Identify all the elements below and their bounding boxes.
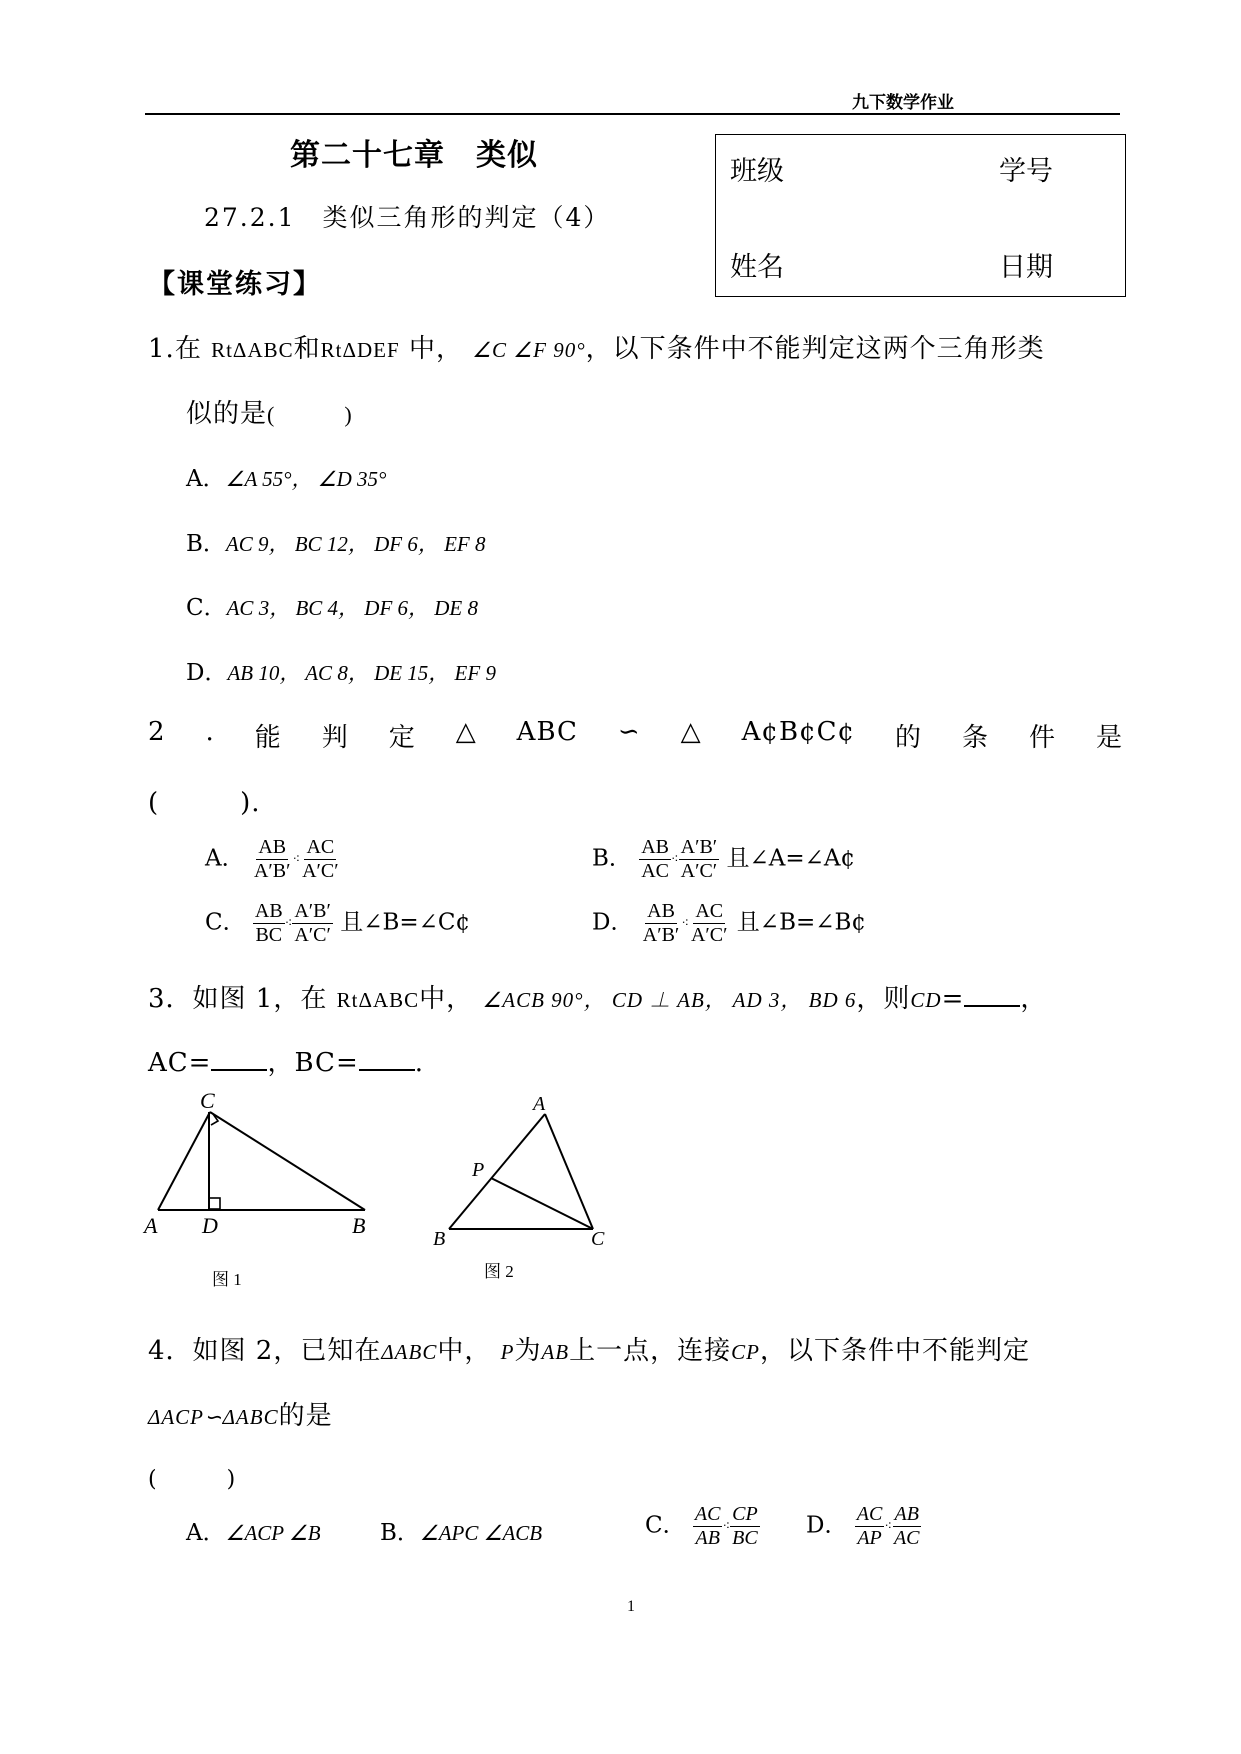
- fig2-label-c: C: [591, 1228, 605, 1250]
- numerator: AB: [254, 900, 283, 922]
- question-4-line-2: [148, 1395, 333, 1432]
- header-rule: [145, 113, 1120, 115]
- q1-option-label: B．: [186, 531, 226, 557]
- fig1-label-a: A: [144, 1213, 158, 1238]
- q1-option-text: AB 10， AC 8， DE 15， EF 9: [227, 661, 496, 685]
- q2-option-label: C．: [205, 909, 246, 936]
- q2-word: ∽: [617, 717, 641, 747]
- fig1-right-angle-d: [209, 1198, 220, 1209]
- q2-option-b: [592, 836, 855, 883]
- equals-glyph: ⁖: [292, 852, 301, 867]
- denominator: A′C′: [680, 860, 718, 882]
- q2-option-tail: 且∠B=∠B¢: [736, 909, 867, 936]
- student-info-box: [715, 134, 1126, 297]
- q2-word: 的: [895, 723, 923, 753]
- q2-option-tail: 且∠B=∠C¢: [340, 909, 471, 936]
- numerator: A′B′: [680, 836, 718, 858]
- question-2: [148, 717, 1123, 754]
- fraction: [641, 900, 682, 947]
- q3-pre: 如图 1，在: [192, 984, 328, 1014]
- denominator: A′B′: [642, 924, 680, 946]
- q4-option-c-wrap: [645, 1503, 760, 1550]
- equals-glyph: ⁖: [671, 852, 679, 867]
- q4-on: 上一点，连接: [569, 1336, 732, 1366]
- class-label: 班级: [730, 156, 784, 187]
- question-1: [148, 328, 1045, 365]
- denominator: BC: [255, 924, 283, 946]
- denominator: AB: [695, 1527, 720, 1549]
- q4-option-d-wrap: [806, 1503, 922, 1550]
- q3-ac-label: AC=: [148, 1048, 212, 1078]
- numerator: A′B′: [294, 900, 331, 922]
- fraction: [639, 836, 671, 883]
- fig2-label-b: B: [433, 1228, 446, 1250]
- q4-option-d-label: D．: [806, 1512, 848, 1539]
- figure-1: [140, 1092, 390, 1240]
- q1-rest: ，以下条件中不能判定这两个三角形类: [585, 334, 1045, 364]
- q1-number: 1.: [148, 334, 175, 364]
- q2-word: 判: [321, 723, 349, 753]
- numerator: AC: [306, 836, 335, 858]
- denominator: A′C′: [302, 860, 339, 882]
- q2-stretched-line: [148, 717, 1123, 754]
- q2-option-tail: 且∠A=∠A¢: [726, 845, 856, 872]
- numerator: AC: [856, 1503, 883, 1525]
- fig1-side-ac: [158, 1112, 210, 1210]
- q2-option-a: [205, 836, 341, 883]
- answer-blank[interactable]: [359, 1068, 415, 1071]
- q1-option-text: AC 3， BC 4， DF 6， DE 8: [226, 596, 479, 620]
- q4-is: 为: [514, 1336, 542, 1366]
- q1-option-text: ∠A 55°， ∠D 35°: [225, 467, 387, 491]
- q2-word: .: [205, 717, 215, 747]
- q2-word: ABC: [516, 717, 578, 747]
- q3-condition: ∠ACB 90°， CD ⊥ AB， AD 3， BD 6: [482, 988, 857, 1012]
- denominator: A′C′: [294, 924, 331, 946]
- section-title: 27.2.1 类似三角形的判定（4）: [204, 203, 611, 232]
- q4-pre: 如图 2，已知在: [192, 1336, 382, 1366]
- fraction: [689, 900, 730, 947]
- fraction: [892, 1503, 922, 1550]
- fraction: [679, 836, 720, 883]
- number-label: 学号: [999, 156, 1053, 187]
- q3-triangle: RtΔABC: [336, 988, 420, 1012]
- q4-option-b-wrap: [380, 1514, 542, 1547]
- q1-mid: 中，: [408, 334, 463, 364]
- fraction: [693, 1503, 723, 1550]
- q1-option-c: [186, 589, 478, 622]
- q3-cd: CD: [910, 988, 942, 1012]
- q4-cp: CP: [731, 1340, 760, 1364]
- q2-word: 件: [1028, 723, 1056, 753]
- name-label: 姓名: [730, 252, 784, 283]
- fig2-side-ab: [449, 1114, 545, 1229]
- fig1-label-c: C: [200, 1092, 215, 1113]
- q2-word: △: [680, 717, 702, 747]
- fig1-label-d: D: [202, 1213, 218, 1238]
- q1-option-label: A．: [186, 466, 226, 492]
- figure-1-caption: 图 1: [212, 1270, 242, 1289]
- numerator: AC: [694, 1503, 721, 1525]
- q1-option-d: [186, 654, 496, 687]
- practice-heading: 【课堂练习】: [148, 269, 322, 300]
- fig2-label-a: A: [533, 1093, 546, 1115]
- q4-option-b: ∠APC ∠ACB: [419, 1521, 543, 1545]
- q4-rest: ，以下条件中不能判定: [760, 1336, 1031, 1366]
- q3-end: .: [414, 1048, 425, 1078]
- date-label: 日期: [999, 252, 1053, 283]
- figure-2: [425, 1092, 625, 1252]
- q1-option-text: AC 9， BC 12， DF 6， EF 8: [225, 532, 486, 556]
- q1-triangle-1: RtΔABC: [211, 338, 294, 362]
- q3-then: ，则: [856, 984, 911, 1014]
- fraction: [253, 900, 285, 947]
- q4-option-a-label: A．: [186, 1520, 226, 1546]
- q1-triangle-2: RtΔDEF: [320, 338, 400, 362]
- q1-option-label: D．: [186, 660, 228, 686]
- q1-and: 和: [293, 334, 321, 364]
- q4-option-b-label: B．: [380, 1520, 420, 1546]
- denominator: AP: [857, 1527, 882, 1549]
- fig1-side-cb: [210, 1112, 365, 1210]
- q1-line2: 似的是: [186, 399, 268, 429]
- header-label: 九下数学作业: [852, 93, 954, 113]
- q4-paren: ( ): [148, 1467, 237, 1492]
- numerator: AB: [641, 836, 670, 858]
- fraction: [855, 1503, 885, 1550]
- q2-word: 能: [254, 723, 282, 753]
- question-3: [148, 978, 1047, 1015]
- q4-triangle: ΔABC: [381, 1340, 438, 1364]
- q2-word: 是: [1095, 723, 1123, 753]
- q4-ab: AB: [541, 1340, 570, 1364]
- q4-mid: 中，: [437, 1336, 492, 1366]
- fig2-side-ac: [545, 1114, 593, 1229]
- fraction: [300, 836, 341, 883]
- q4-option-a: ∠ACP ∠B: [225, 1521, 321, 1545]
- q2-option-label: B．: [592, 845, 632, 872]
- numerator: AC: [695, 900, 724, 922]
- equals-glyph: ⁖: [284, 916, 293, 931]
- q4-line2-text: 的是: [278, 1401, 333, 1431]
- denominator: AC: [641, 860, 670, 882]
- q2-option-d: [592, 900, 866, 947]
- q2-paren: ( ).: [148, 788, 261, 818]
- q4-number: 4．: [148, 1336, 193, 1366]
- denominator: AC: [893, 1527, 920, 1549]
- question-3-line-2: [148, 1042, 424, 1079]
- q1-pre: 在: [174, 334, 202, 364]
- q1-option-a: [186, 460, 386, 493]
- q2-option-c: [205, 900, 470, 947]
- q3-comma: ，: [1020, 984, 1048, 1014]
- q1-condition: ∠C ∠F 90°: [472, 338, 586, 362]
- q2-word: 条: [962, 723, 990, 753]
- q3-bc-label: ，BC=: [267, 1048, 359, 1078]
- q4-point-p: P: [500, 1340, 515, 1364]
- q2-word: A¢B¢C¢: [741, 717, 856, 747]
- q2-word: 定: [388, 723, 416, 753]
- q2-number: 2: [148, 717, 166, 747]
- fraction: [252, 836, 293, 883]
- fig2-segment-cp: [491, 1178, 593, 1229]
- numerator: AB: [894, 1503, 919, 1525]
- fraction: [730, 1503, 760, 1550]
- equals-glyph: ⁖: [884, 1519, 892, 1534]
- q1-option-label: C．: [186, 595, 227, 621]
- q1-option-b: [186, 525, 485, 558]
- q3-mid: 中，: [419, 984, 474, 1014]
- answer-blank[interactable]: [211, 1068, 267, 1071]
- fraction: [292, 900, 333, 947]
- denominator: A′C′: [690, 924, 728, 946]
- numerator: AB: [647, 900, 675, 922]
- q2-option-label: D．: [592, 909, 634, 936]
- page-number: 1: [627, 1598, 635, 1615]
- answer-blank[interactable]: [964, 1004, 1020, 1007]
- question-4: [148, 1330, 1030, 1367]
- chapter-title: 第二十七章 类似: [290, 138, 538, 173]
- equals-glyph: ⁖: [681, 916, 689, 931]
- equals-glyph: ⁖: [722, 1519, 731, 1534]
- fig1-label-b: B: [352, 1213, 366, 1238]
- q2-word: △: [455, 717, 477, 747]
- q4-option-c-label: C．: [645, 1512, 686, 1539]
- q4-options: [186, 1514, 321, 1547]
- q3-eq: =: [941, 984, 965, 1014]
- numerator: AB: [258, 836, 287, 858]
- numerator: CP: [732, 1503, 758, 1525]
- q4-similarity: ΔACP∽ΔABC: [148, 1405, 279, 1429]
- q3-number: 3．: [148, 984, 193, 1014]
- denominator: BC: [732, 1527, 758, 1549]
- figure-2-caption: 图 2: [484, 1262, 514, 1281]
- fig2-label-p: P: [472, 1159, 485, 1181]
- denominator: A′B′: [253, 860, 291, 882]
- question-1-line-2: [186, 393, 353, 430]
- q2-option-label: A．: [205, 845, 245, 872]
- q1-paren: ( ): [267, 402, 353, 427]
